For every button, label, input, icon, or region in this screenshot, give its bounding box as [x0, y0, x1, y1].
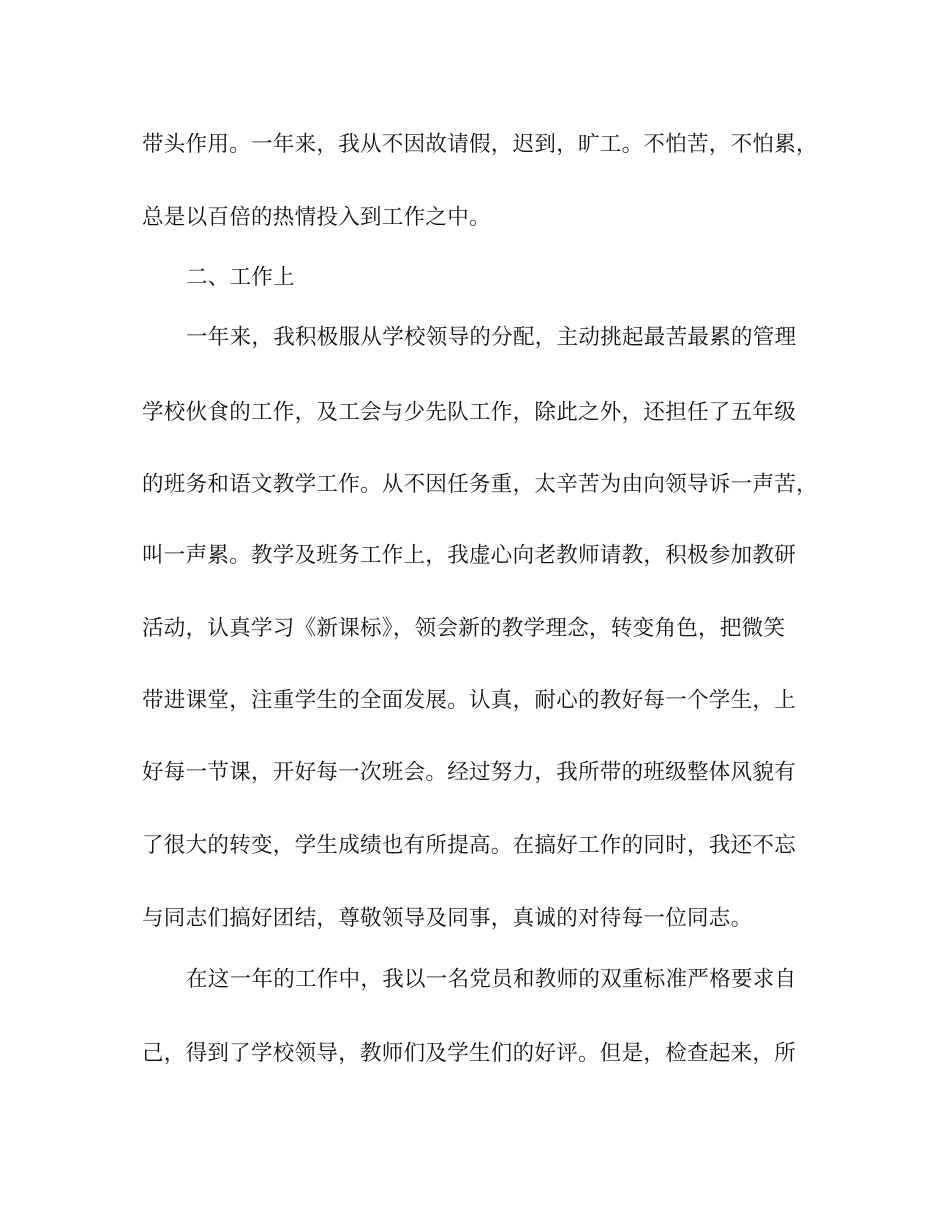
text-line: 学校伙食的工作，及工会与少先队工作，除此之外，还担任了五年级	[142, 400, 797, 425]
text-line: 了很大的转变，学生成绩也有所提高。在搞好工作的同时，我还不忘	[142, 833, 797, 858]
text-line: 己，得到了学校领导，教师们及学生们的好评。但是，检查起来，所	[142, 1041, 797, 1066]
text-line: 与同志们搞好团结，尊敬领导及同事，真诚的对待每一位同志。	[142, 906, 753, 931]
text-line: 活动，认真学习《新课标》，领会新的教学理念，转变角色，把微笑	[142, 616, 786, 641]
text-line: 叫一声累。教学及班务工作上，我虚心向老教师请教，积极参加教研	[142, 543, 797, 568]
text-line: 带进课堂，注重学生的全面发展。认真，耐心的教好每一个学生，上	[142, 688, 797, 713]
paragraph-start-line: 一年来，我积极服从学校领导的分配，主动挑起最苦最累的管理	[186, 325, 797, 350]
text-line: 带头作用。一年来，我从不因故请假，迟到，旷工。不怕苦，不怕累，	[142, 132, 818, 157]
text-line: 的班务和语文教学工作。从不因任务重，太辛苦为由向领导诉一声苦，	[142, 472, 818, 497]
paragraph-start-line: 在这一年的工作中，我以一名党员和教师的双重标准严格要求自	[186, 967, 797, 992]
text-line: 总是以百倍的热情投入到工作之中。	[142, 205, 491, 230]
text-line: 好每一节课，开好每一次班会。经过努力，我所带的班级整体风貌有	[142, 760, 797, 785]
section-heading: 二、工作上	[186, 265, 296, 290]
